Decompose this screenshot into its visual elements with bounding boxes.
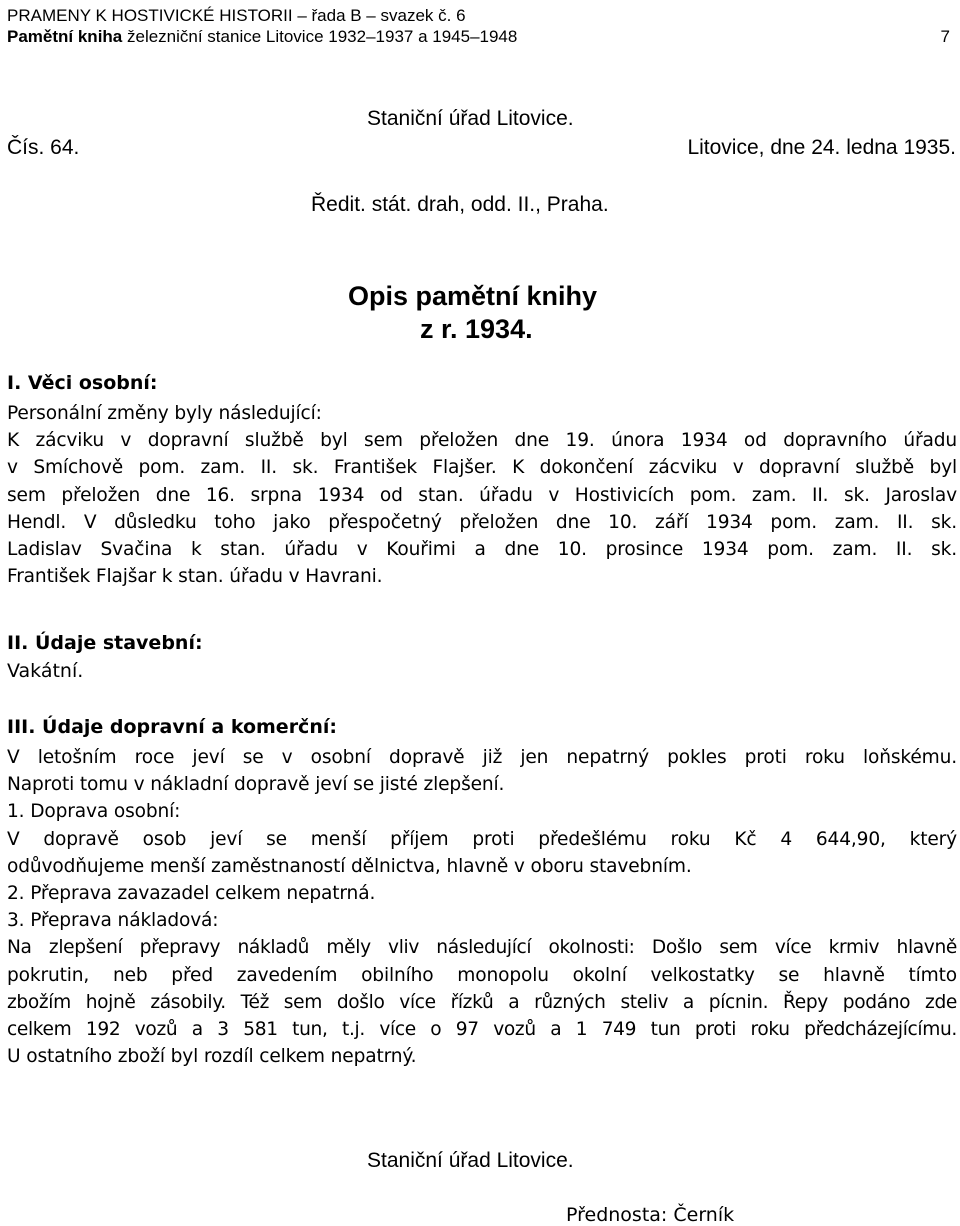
text-line: Personální změny byly následující:	[7, 403, 322, 424]
document-title-line2: z r. 1934.	[420, 314, 533, 344]
text-line: sem přeložen dne 16. srpna 1934 od stan. úřadu v Hostivicích pom. zam. II. sk. Jaroslav	[7, 484, 957, 506]
signature: Přednosta: Černík	[566, 1204, 735, 1226]
text-line: V dopravě osob jeví se menší příjem proti předešlému roku Kč 4 644,90, který	[7, 828, 957, 850]
reference-number: Čís. 64.	[7, 136, 80, 159]
text-line: Na zlepšení přepravy nákladů měly vliv následující okolnosti: Došlo sem více krmiv hlavně	[7, 937, 957, 959]
subsection-heading: 1. Doprava osobní:	[7, 801, 181, 823]
section-traffic-body	[7, 744, 957, 1070]
text-line: U ostatního zboží byl rozdíl celkem nepatrný.	[7, 1046, 417, 1068]
text-line: Hendl. V důsledku toho jako přespočetný přeložen dne 10. září 1934 pom. zam. II. sk.	[7, 511, 957, 533]
page-number: 7	[940, 27, 950, 46]
text-line: František Flajšar k stan. úřadu v Havrani.	[7, 566, 383, 588]
place-date: Litovice, dne 24. ledna 1935.	[687, 136, 956, 159]
document-title-line1: Opis pamětní knihy	[348, 281, 598, 311]
series-title: PRAMENY K HOSTIVICKÉ HISTORII – řada B – svazek č. 6	[7, 6, 466, 25]
addressee: Ředit. stát. drah, odd. II., Praha.	[311, 193, 609, 216]
text-line: v Smíchově pom. zam. II. sk. František Flajšer. K dokončení zácviku v dopravní službě byl	[7, 457, 957, 479]
text-line: V letošním roce jeví se v osobní dopravě již jen nepatrný pokles proti roku loňskému.	[7, 747, 957, 768]
section-traffic-heading: III. Údaje dopravní a komerční:	[7, 716, 337, 738]
text-line: odůvodňujeme menší zaměstnaností dělnictva, hlavně v oboru stavebním.	[7, 855, 692, 877]
book-title	[7, 27, 517, 47]
book-title-bold: Pamětní kniha	[7, 27, 123, 46]
text-line: pokrutin, neb před zavedením obilního monopolu okolní velkostatky se hlavně tímto	[7, 964, 957, 986]
text-line: zbožím hojně zásobily. Též sem došlo více řízků a různých steliv a pícnin. Řepy podáno zde	[7, 991, 957, 1013]
text-line: celkem 192 vozů a 3 581 tun, t.j. více o 97 vozů a 1 749 tun proti roku předcházejícímu.	[7, 1019, 957, 1041]
section-construction-text: Vakátní.	[7, 660, 84, 682]
text-line: K zácviku v dopravní službě byl sem přeložen dne 19. února 1934 od dopravního úřadu	[7, 430, 957, 452]
section-personal-body	[7, 400, 957, 590]
text-line: Naproti tomu v nákladní dopravě jeví se jisté zlepšení.	[7, 774, 505, 796]
text-line: Ladislav Svačina k stan. úřadu v Kouřimi a dne 10. prosince 1934 pom. zam. II. sk.	[7, 539, 957, 561]
subsection-heading: 2. Přeprava zavazadel celkem nepatrná.	[7, 883, 376, 905]
section-construction-heading: II. Údaje stavební:	[7, 632, 203, 654]
subsection-heading: 3. Přeprava nákladová:	[7, 910, 219, 932]
closing-office: Staniční úřad Litovice.	[367, 1149, 574, 1172]
section-personal-heading: I. Věci osobní:	[7, 372, 158, 394]
office-name: Staniční úřad Litovice.	[367, 107, 574, 130]
book-title-rest: železniční stanice Litovice 1932–1937 a 1945–1948	[122, 27, 518, 46]
